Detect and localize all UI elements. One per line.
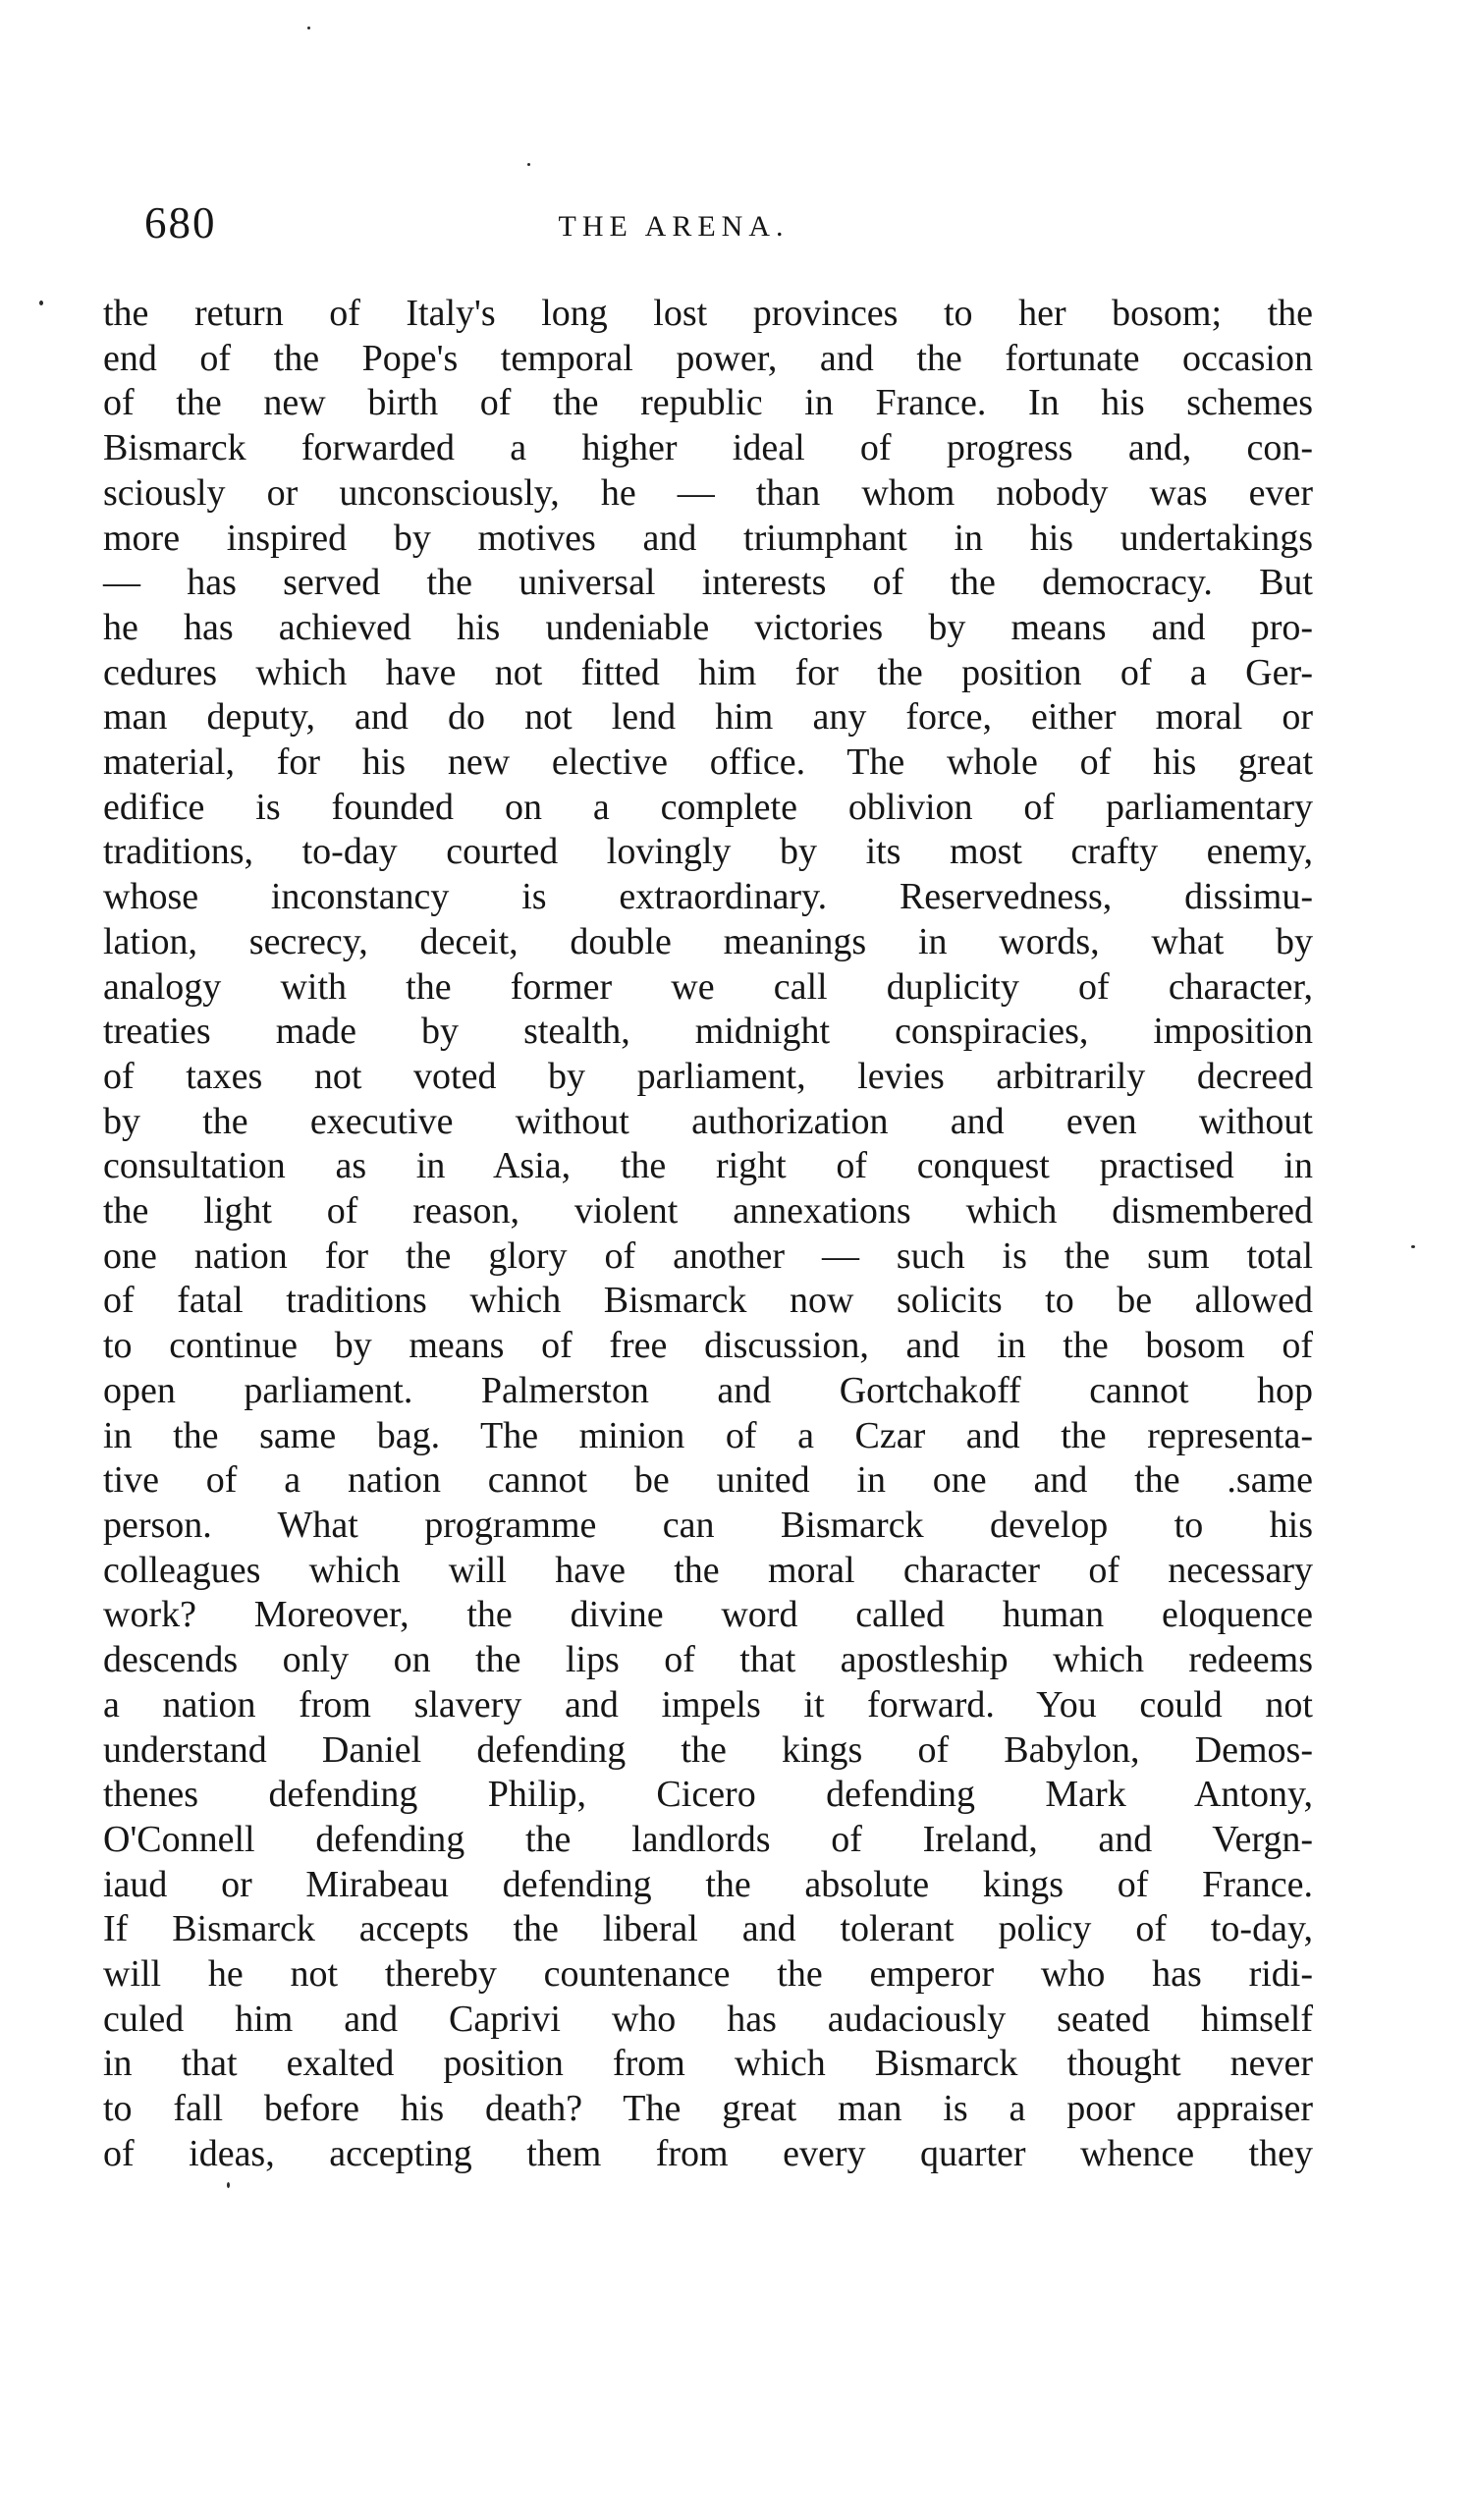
text-line: of fatal traditions which Bismarck now solicits to be allowed bbox=[103, 1280, 1313, 1322]
text-line: thenes defending Philip, Cicero defending Mark Antony, bbox=[103, 1774, 1313, 1816]
text-line: to fall before his death? The great man is a poor appraiser bbox=[103, 2088, 1313, 2130]
scan-speck bbox=[307, 27, 310, 29]
text-line: work? Moreover, the divine word called human eloquence bbox=[103, 1594, 1313, 1636]
scan-speck bbox=[1411, 1245, 1415, 1248]
text-line: of the new birth of the republic in France. In his schemes bbox=[103, 382, 1313, 424]
running-title: THE ARENA. bbox=[558, 210, 790, 243]
text-line: understand Daniel defending the kings of Babylon, Demos- bbox=[103, 1728, 1313, 1771]
scan-speck bbox=[527, 163, 530, 166]
text-line: descends only on the lips of that apostleship which redeems bbox=[103, 1639, 1313, 1681]
text-line: more inspired by motives and triumphant in his undertakings bbox=[103, 517, 1313, 559]
text-line: will he not thereby countenance the emperor who has ridi- bbox=[103, 1953, 1313, 1996]
text-line: Bismarck forwarded a higher ideal of progress and, con- bbox=[103, 427, 1313, 469]
text-line: — has served the universal interests of the democracy. But bbox=[103, 562, 1313, 604]
page-header bbox=[103, 198, 1313, 252]
text-line: tive of a nation cannot be united in one and the .same bbox=[103, 1459, 1313, 1502]
text-line: by the executive without authorization and even without bbox=[103, 1100, 1313, 1142]
text-line: cedures which have not fitted him for the position of a Ger- bbox=[103, 651, 1313, 693]
text-line: sciously or unconsciously, he — than whom nobody was ever bbox=[103, 471, 1313, 514]
text-line: O'Connell defending the landlords of Ireland, and Vergn- bbox=[103, 1818, 1313, 1860]
text-line: man deputy, and do not lend him any force, either moral or bbox=[103, 696, 1313, 739]
page-number: 680 bbox=[144, 198, 217, 247]
text-line: traditions, to-day courted lovingly by its most crafty enemy, bbox=[103, 831, 1313, 873]
text-line: material, for his new elective office. The whole of his great bbox=[103, 741, 1313, 784]
text-line: analogy with the former we call duplicity of character, bbox=[103, 965, 1313, 1008]
text-line: in that exalted position from which Bismarck thought never bbox=[103, 2043, 1313, 2085]
text-line: of taxes not voted by parliament, levies arbitrarily decreed bbox=[103, 1055, 1313, 1097]
text-line: person. What programme can Bismarck develop to his bbox=[103, 1504, 1313, 1546]
text-line: lation, secrecy, deceit, double meanings in words, what by bbox=[103, 920, 1313, 962]
text-line: in the same bag. The minion of a Czar and the representa- bbox=[103, 1414, 1313, 1456]
text-line: colleagues which will have the moral character of necessary bbox=[103, 1549, 1313, 1591]
text-line: consultation as in Asia, the right of conquest practised in bbox=[103, 1145, 1313, 1187]
text-line: If Bismarck accepts the liberal and tolerant policy of to-day, bbox=[103, 1908, 1313, 1950]
text-line: whose inconstancy is extraordinary. Reservedness, dissimu- bbox=[103, 876, 1313, 918]
text-line: end of the Pope's temporal power, and the fortunate occasion bbox=[103, 337, 1313, 379]
text-line: iaud or Mirabeau defending the absolute kings of France. bbox=[103, 1863, 1313, 1905]
text-line: culed him and Caprivi who has audaciously seated himself bbox=[103, 1998, 1313, 2040]
scan-speck bbox=[39, 301, 43, 305]
text-line: he has achieved his undeniable victories by means and pro- bbox=[103, 606, 1313, 648]
text-line: the return of Italy's long lost provinces to her bosom; the bbox=[103, 293, 1313, 334]
scan-speck bbox=[227, 2182, 230, 2188]
text-line: of ideas, accepting them from every quarter whence they bbox=[103, 2132, 1313, 2174]
text-line: treaties made by stealth, midnight conspiracies, imposition bbox=[103, 1011, 1313, 1053]
text-line: one nation for the glory of another — such is the sum total bbox=[103, 1234, 1313, 1277]
text-line: the light of reason, violent annexations which dismembered bbox=[103, 1190, 1313, 1233]
text-line: open parliament. Palmerston and Gortchakoff cannot hop bbox=[103, 1369, 1313, 1411]
text-line: to continue by means of free discussion, and in the bosom of bbox=[103, 1325, 1313, 1367]
body-text-column bbox=[103, 292, 1313, 2177]
text-line: edifice is founded on a complete oblivion of parliamentary bbox=[103, 786, 1313, 828]
text-line: a nation from slavery and impels it forward. You could not bbox=[103, 1683, 1313, 1726]
